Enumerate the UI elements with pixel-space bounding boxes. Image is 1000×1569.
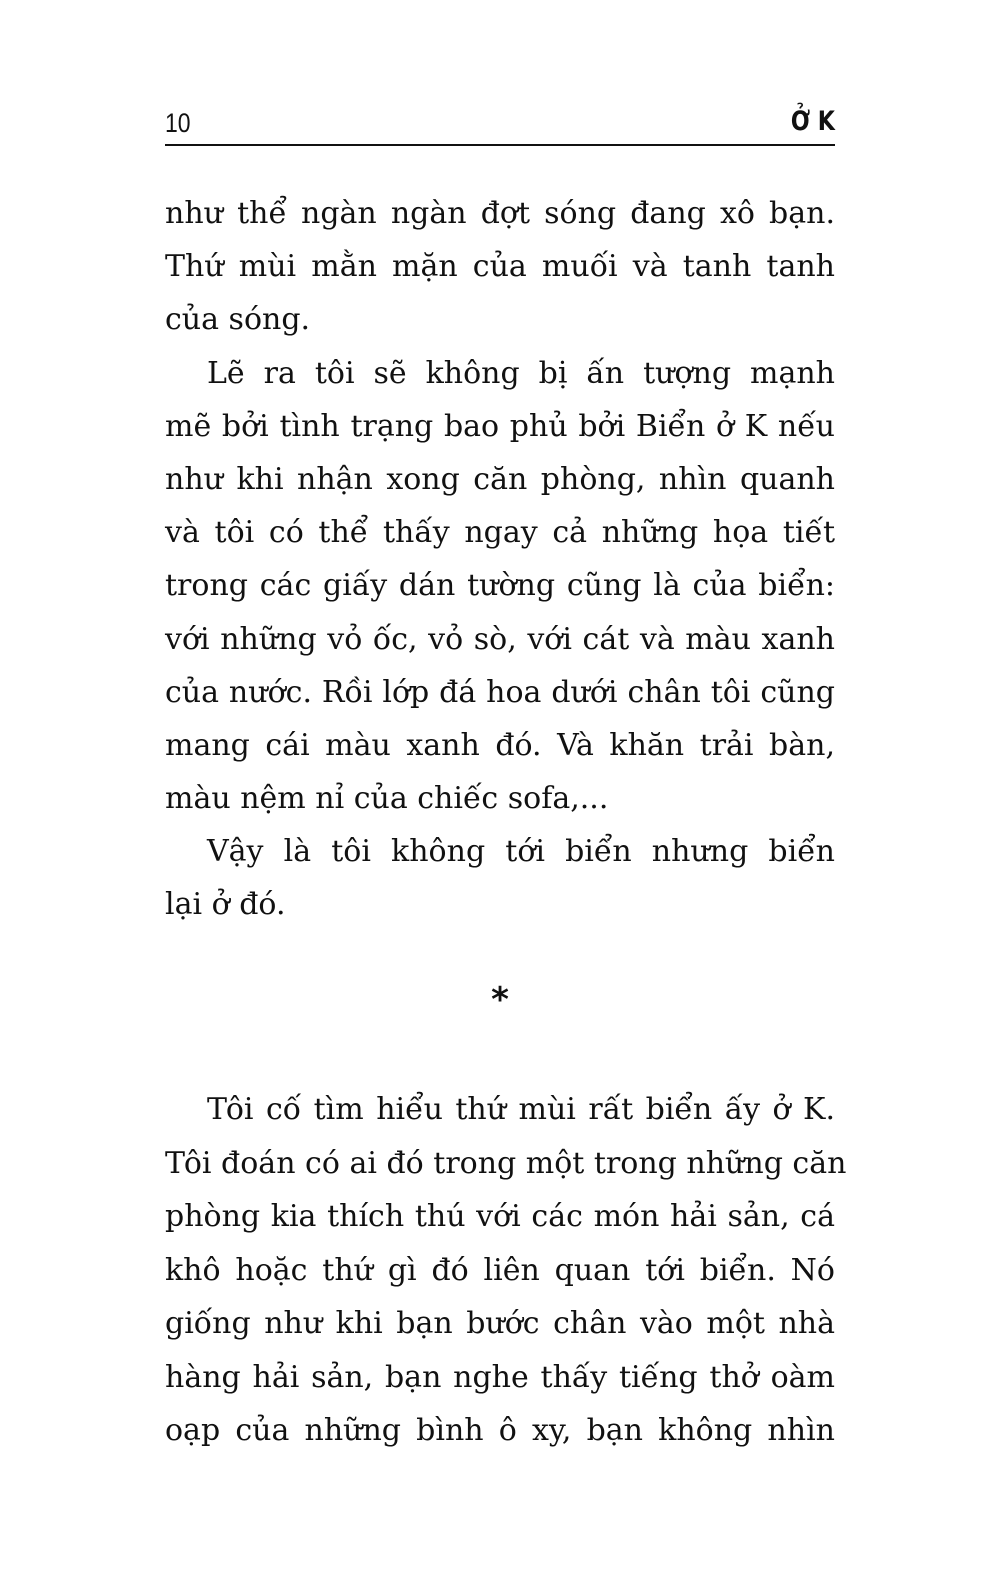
page-header [165, 100, 835, 146]
text-line: trong các giấy dán tường cũng là của biển: [165, 568, 835, 604]
text-line: phòng kia thích thú với các món hải sản, cá [165, 1199, 835, 1234]
section-separator: * [491, 980, 509, 1020]
running-title: Ở K [790, 106, 835, 137]
text-line: của sóng. [165, 302, 311, 338]
text-line: lại ở đó. [165, 887, 286, 923]
text-line: mẽ bởi tình trạng bao phủ bởi Biển ở K nếu [165, 408, 835, 444]
text-line: như thể ngàn ngàn đợt sóng đang xô bạn. [165, 196, 835, 231]
text-line: với những vỏ ốc, vỏ sò, với cát và màu xanh [165, 621, 835, 657]
text-line: oạp của những bình ô xy, bạn không nhìn [165, 1413, 835, 1448]
body-text [165, 187, 835, 932]
text-line: mang cái màu xanh đó. Và khăn trải bàn, [165, 727, 835, 763]
text-line: và tôi có thể thấy ngay cả những họa tiết [165, 515, 835, 551]
text-line: Lẽ ra tôi sẽ không bị ấn tượng mạnh [207, 355, 835, 391]
text-line: Tôi cố tìm hiểu thứ mùi rất biển ấy ở K. [207, 1092, 835, 1127]
text-line: khô hoặc thứ gì đó liên quan tới biển. Nó [165, 1252, 835, 1288]
text-line: của nước. Rồi lớp đá hoa dưới chân tôi cũng [165, 674, 835, 710]
page-number: 10 [165, 108, 191, 138]
text-line: màu nệm nỉ của chiếc sofa,... [165, 781, 609, 817]
text-line: Thứ mùi mằn mặn của muối và tanh tanh [165, 249, 835, 285]
text-line: giống như khi bạn bước chân vào một nhà [165, 1306, 835, 1341]
text-line: Tôi đoán có ai đó trong một trong những căn [165, 1145, 847, 1181]
text-line: như khi nhận xong căn phòng, nhìn quanh [165, 461, 835, 497]
body-text-section-2 [165, 1083, 847, 1458]
text-line: hàng hải sản, bạn nghe thấy tiếng thở oàm [165, 1359, 835, 1395]
text-line: Vậy là tôi không tới biển nhưng biển [207, 834, 835, 870]
